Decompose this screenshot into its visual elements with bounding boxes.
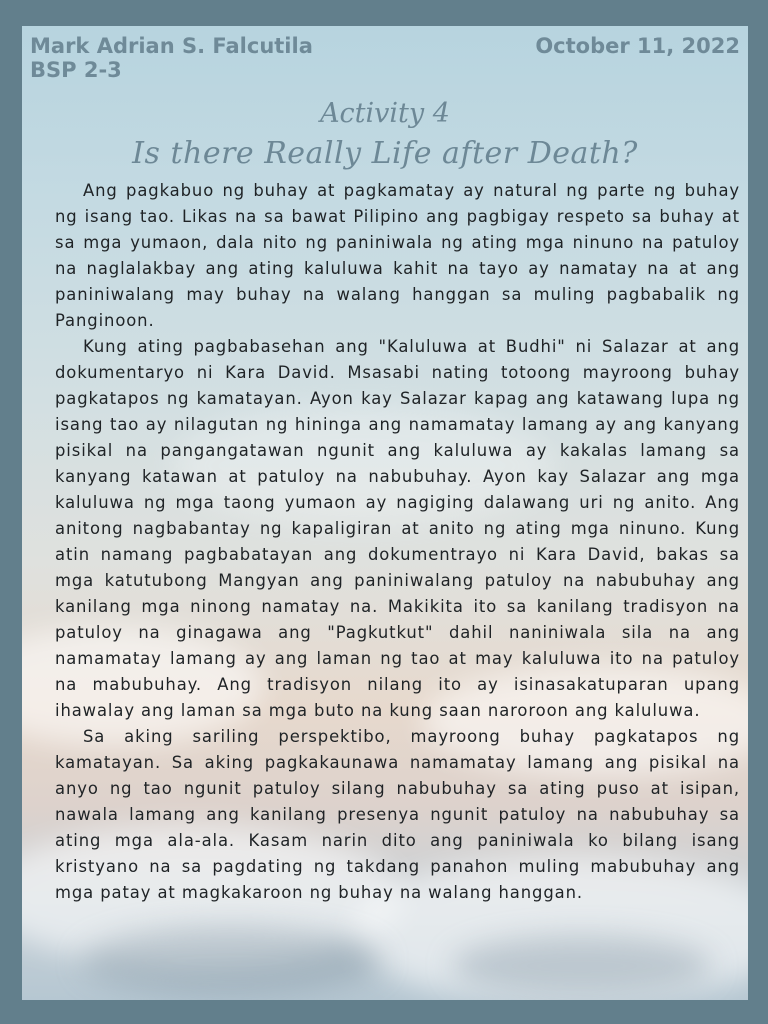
- author-name: Mark Adrian S. Falcutila: [30, 34, 313, 58]
- essay-title: Is there Really Life after Death?: [132, 136, 638, 171]
- paragraph-2: Kung ating pagbabasehan ang "Kaluluwa at Budhi" ni Salazar at ang dokumentaryo ni Kara David. Msasabi nating totoong mayroong buhay pagkatapos ng kamatayan. Ayon kay Salazar kapag ang katawang lupa ng isang tao ay nilagutan ng hininga ang namamatay lamang ay ang kanyang pisikal na pangangatawan ngunit ang kaluluwa ay kakalas lamang sa kanyang katawan at patuloy na nabubuhay. Ayon kay Salazar ang mga kaluluwa ng mga taong yumaon ay nagiging dalawang uri ng anito. Ang anitong nagbabantay ng kapaligiran at anito ng ating mga ninuno. Kung atin namang pagbabatayan ang dokumentrayo ni Kara David, bakas sa mga katutubong Mangyan ang paniniwalang patuloy na nabubuhay ang kanilang mga ninong namatay na. Makikita ito sa kanilang tradisyon na patuloy na ginagawa ang "Pagkutkut" dahil naniniwala sila na ang namamatay lamang ay ang laman ng tao at may kaluluwa ito na patuloy na mabubuhay. Ang tradisyon nilang ito ay isinasakatuparan upang ihawalay ang laman sa mga buto na kung saan naroroon ang kaluluwa.: [55, 337, 740, 720]
- document-date: October 11, 2022: [535, 34, 740, 58]
- document-page: [22, 26, 748, 1000]
- paragraph-3: Sa aking sariling perspektibo, mayroong buhay pagkatapos ng kamatayan. Sa aking pagkakaunawa namamatay lamang ang pisikal na anyo ng tao ngunit patuloy silang nabubuhay sa ating puso at isipan, nawala lamang ang kanilang presenya ngunit patuloy na nabubuhay sa ating mga ala-ala. Kasam narin dito ang paniniwala ko bilang isang kristyano na sa pagdating ng takdang panahon muling mabubuhay ang mga patay at magkakaroon ng buhay na walang hanggan.: [55, 727, 740, 902]
- cloud-shadow-decoration: [82, 926, 382, 996]
- essay-body: [55, 178, 740, 906]
- activity-title: Activity 4: [320, 98, 450, 129]
- paragraph-1: Ang pagkabuo ng buhay at pagkamatay ay natural ng parte ng buhay ng isang tao. Likas na sa bawat Pilipino ang pagbigay respeto sa buhay at sa mga yumaon, dala nito ng paniniwala ng ating mga ninuno na patuloy na naglalakbay ang ating kaluluwa kahit na tayo ay namatay na at ang paniniwalang may buhay na walang hanggan sa muling pagbabalik ng Panginoon.: [55, 181, 740, 330]
- author-section: BSP 2-3: [30, 58, 122, 82]
- cloud-shadow-decoration: [452, 936, 712, 996]
